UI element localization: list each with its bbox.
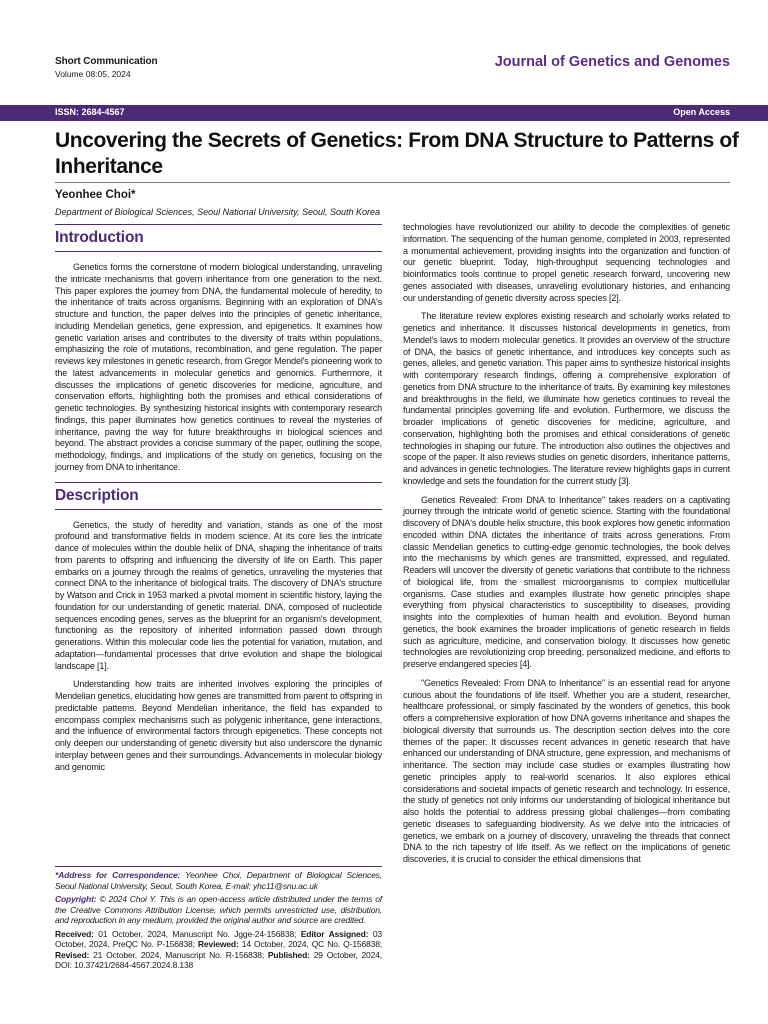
right-column bbox=[403, 222, 730, 873]
received-text: 01 October, 2024, Manuscript No. Jgge-24-156838; bbox=[93, 928, 297, 939]
correspondence-label: *Address for Correspondence: bbox=[55, 870, 181, 880]
issn: ISSN: 2684-4567 bbox=[55, 107, 125, 117]
intro-paragraph: Genetics forms the cornerstone of modern biological understanding, unraveling the intricate mechanisms that govern inheritance from one generation to the next. This paper explores the journey from DNA, the fundamental molecule of heredity, to the inheritance of traits across organisms. Beginning with an exploration of DNA's structure and function, the paper delves into the principles of genetic inheritance, including Mendelian genetics, gene expression, and epigenetics. It examines how genetic variation arises and contributes to the diversity of traits within populations, emphasizing the role of mutations, recombination, and gene regulation. The paper reviews key milestones in genetic research, from Gregor Mendel's pioneering work to the latest advancements in molecular genetics and genomics. Furthermore, it discusses the implications of genetic discoveries for medicine, agriculture, and conservation efforts, highlighting both the promises and ethical considerations of genetic technologies. By synthesizing historical insights with contemporary research findings, this paper illuminates how genetics continues to reveal the mysteries of inheritance, paving the way for future breakthroughs in biological sciences and beyond. The abstract provides a concise summary of the paper, outlining the scope, methodology, findings, and implications of the study on genetics, focusing on the journey from DNA to inheritance. bbox=[55, 262, 382, 472]
section-heading-introduction: Introduction bbox=[55, 224, 382, 252]
right-paragraph-1: technologies have revolutionized our ability to decode the complexities of genetic information. The sequencing of the human genome, completed in 2003, represented a monumental achievement, providing insights into the organization and function of our genetic blueprint. Today, high-throughput sequencing technologies and bioinformatics tools continue to propel genetic research forward, uncovering new genes associated with diseases, unraveling evolutionary histories, and enhancing our understanding of genetic diversity across species [2]. bbox=[403, 222, 730, 303]
open-access-label: Open Access bbox=[673, 107, 730, 117]
left-column bbox=[55, 222, 382, 780]
published-label: Published: bbox=[264, 949, 310, 960]
editor-text: 03 October, 2024, PreQC No. P-156838; bbox=[55, 928, 382, 949]
article-type: Short Communication bbox=[55, 56, 158, 67]
copyright-label: Copyright: bbox=[55, 894, 97, 904]
author-name: Yeonhee Choi* bbox=[55, 189, 136, 201]
correspondence-text: Yeonhee Choi, Department of Biological Sciences, Seoul National University, Seoul, South Korea, E-mail: yhc11@snu.ac.uk bbox=[55, 870, 382, 891]
section-heading-description: Description bbox=[55, 482, 382, 510]
revised-label: Revised: bbox=[55, 949, 90, 960]
copyright-text: © 2024 Choi Y. This is an open-access article distributed under the terms of the Creative Commons Attribution License, which permits unrestricted use, distribution, and reproduction in any medium, provided the original author and source are credited. bbox=[55, 894, 382, 925]
description-paragraph-1: Genetics, the study of heredity and variation, stands as one of the most profound and transformative fields in modern science. At its core lies the intricate dance of molecules within the double helix of DNA, shaping the inheritance of traits from parents to offspring and influencing the diversity of life on Earth. This paper embarks on a journey through the realms of genetics, unraveling the mysteries that connect DNA to the inheritance of biological traits. The discovery of DNA's structure by Watson and Crick in 1953 marked a pivotal moment in scientific history, laying the foundation for our understanding of genetic material. DNA, composed of nucleotide sequences encoding genes, serves as the blueprint for an organism's development, functioning as the repository of inherited information passed down through generations. Within this molecular code lies the potential for variation, mutation, and adaptation—fundamental processes that drive evolution and shape the biological landscape [1]. bbox=[55, 519, 382, 671]
right-paragraph-3: Genetics Revealed: From DNA to Inheritance" takes readers on a captivating journey through the intricate world of genetic science. Starting with the foundational discovery of DNA's double helix structure, this book explores how genetic information encoded within DNA dictates the inheritance of traits across generations. From classic Mendelian genetics to cutting-edge genomic technologies, the book delves into the mechanisms by which genes are transmitted, expressed, and regulated. Readers will uncover the diversity of genetic variations that contribute to the richness of biological life, from the smallest microorganisms to complex multicellular organisms. Case studies and examples illustrate how genetic principles shape everything from physical characteristics to susceptibility to diseases, providing insights into the complexities of human health and evolution. Beyond human genetics, the book examines the broader implications of genetic research in fields such as agriculture, medicine, and conservation biology. It discusses how genetic technologies are revolutionizing crop breeding, personalized medicine, and efforts to preserve endangered species [4]. bbox=[403, 494, 730, 669]
published-text: 29 October, 2024, DOI: 10.37421/2684-4567.2024.8.138 bbox=[55, 949, 382, 970]
right-paragraph-2: The literature review explores existing research and scholarly works related to genetics and inheritance. It discusses historical developments in genetics, from Mendel's laws to modern molecular genetics. It provides an overview of the structure of DNA, the basics of genetic inheritance, and introduces key concepts such as genes, alleles, and genetic variation. This paper aims to synthesize historical insights with contemporary research findings, offering a comprehensive exploration of genetics from DNA structure to the inheritance of traits. By examining key milestones and breakthroughs in the field, we illuminate how genetics continues to reveal the fundamental principles governing life and evolution. Furthermore, we discuss the broader implications of genetic discoveries for medicine, agriculture, and conservation, highlighting both the promises and ethical considerations of genetic technologies in shaping our future. The introduction also outlines the objectives and scope of the paper. It also reviews studies on genetic disorders, inheritance patterns, and advances in genetic technologies. The literature review highlights gaps in current knowledge and sets the foundation for the current study [3]. bbox=[403, 311, 730, 486]
title-divider bbox=[55, 182, 730, 183]
journal-name: Journal of Genetics and Genomes bbox=[494, 54, 730, 70]
correspondence-footnote bbox=[55, 866, 382, 974]
dates-block bbox=[55, 929, 382, 971]
editor-label: Editor Assigned: bbox=[296, 928, 369, 939]
reviewed-text: 14 October, 2024, QC No. Q-156838; bbox=[238, 939, 383, 949]
volume-info: Volume 08:05, 2024 bbox=[55, 69, 131, 79]
article-header-left bbox=[55, 56, 158, 79]
revised-text: 21 October, 2024, Manuscript No. R-156838; bbox=[89, 949, 265, 960]
right-paragraph-4: "Genetics Revealed: From DNA to Inheritance" is an essential read for anyone curious about the foundations of life itself. Whether you are a student, researcher, healthcare professional, or simply fascinated by the wonders of genetics, this book offers a comprehensive exploration of how DNA governs inheritance and shapes the biological diversity that surrounds us. The description section delves into the core themes of the paper. It discusses recent advances in genetic research that have enhanced our understanding of DNA structure, gene expression, and mechanisms of inheritance. The section may include case studies or examples illustrating how genetic principles apply to real-world scenarios. It also explores ethical considerations and societal impacts of genetic research and technology. In essence, the study of genetics not only informs our understanding of biological inheritance but also holds the potential to address pressing global challenges—from combating genetic diseases to safeguarding biodiversity. As we delve into the intricacies of genetics, we embark on a journey of discovery, unraveling the threads that connect DNA to the rich tapestry of life itself. As we reflect on the implications of genetic discoveries, it is crucial to consider the ethical dimensions that bbox=[403, 677, 730, 864]
author-affiliation: Department of Biological Sciences, Seoul National University, Seoul, South Korea bbox=[55, 207, 381, 217]
issn-band bbox=[0, 105, 768, 121]
description-paragraph-2: Understanding how traits are inherited involves exploring the principles of Mendelian genetics, elucidating how genes are transmitted from parent to offspring in predictable patterns. Beyond Mendelian inheritance, the field has expanded to encompass complex mechanisms such as polygenic inheritance, gene interactions, and the influence of environmental factors through epigenetics. These concepts not only deepen our understanding of genetic diversity but also underscore the dynamic interplay between genes and their surroundings. Advancements in molecular biology and genomic bbox=[55, 679, 382, 772]
reviewed-label: Reviewed: bbox=[194, 939, 239, 949]
received-label: Received: bbox=[55, 928, 94, 939]
article-title: Uncovering the Secrets of Genetics: From DNA Structure to Patterns of Inheritance bbox=[55, 129, 739, 178]
